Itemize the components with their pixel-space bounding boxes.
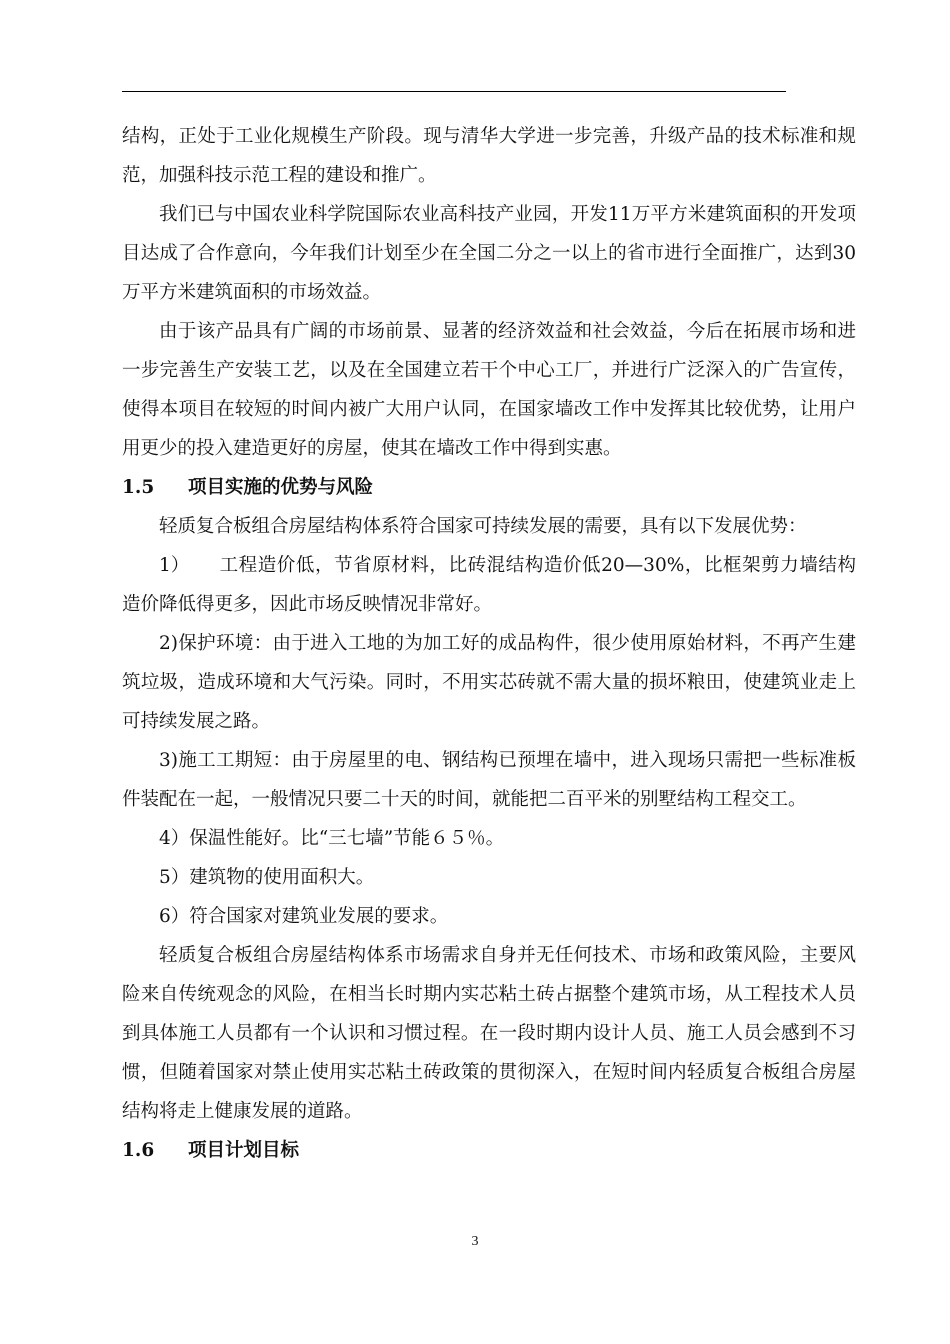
paragraph-continuation: 结构，正处于工业化规模生产阶段。现与清华大学进一步完善，升级产品的技术标准和规范，加强科技示范工程的建设和推广。	[122, 126, 856, 186]
section-number: 1.6	[122, 1140, 155, 1161]
list-item-schedule: 3)施工工期短：由于房屋里的电、钢结构已预埋在墙中，进入现场只需把一些标准板件装配在一起，一般情况只要二十天的时间，就能把二百平米的别墅结构工程交工。	[122, 750, 856, 810]
header-rule	[122, 91, 786, 92]
section-number: 1.5	[122, 477, 155, 498]
section-heading-1-5	[122, 468, 856, 507]
paragraph-advantages-intro: 轻质复合板组合房屋结构体系符合国家可持续发展的需要，具有以下发展优势：	[159, 516, 807, 537]
document-body	[122, 117, 856, 1170]
paragraph-cooperation: 我们已与中国农业科学院国际农业高科技产业园，开发11万平方米建筑面积的开发项目达成了合作意向，今年我们计划至少在全国二分之一以上的省市进行全面推广，达到30万平方米建筑面积的市场效益。	[122, 204, 856, 303]
list-item-usable-area: 5）建筑物的使用面积大。	[159, 867, 375, 888]
paragraph-market-prospect: 由于该产品具有广阔的市场前景、显著的经济效益和社会效益，今后在拓展市场和进一步完善生产安装工艺，以及在全国建立若干个中心工厂，并进行广泛深入的广告宣传，使得本项目在较短的时间内被广大用户认同，在国家墙改工作中发挥其比较优势，让用户用更少的投入建造更好的房屋，使其在墙改工作中得到实惠。	[122, 321, 856, 459]
list-item-environment: 2)保护环境：由于进入工地的为加工好的成品构件，很少使用原始材料，不再产生建筑垃圾，造成环境和大气污染。同时，不用实芯砖就不需大量的损坏粮田，使建筑业走上可持续发展之路。	[122, 633, 856, 732]
section-title: 项目实施的优势与风险	[188, 477, 374, 498]
list-item-policy: 6）符合国家对建筑业发展的要求。	[159, 906, 449, 927]
list-item-insulation: 4）保温性能好。比“三七墙”节能６５％。	[159, 828, 505, 849]
section-title: 项目计划目标	[188, 1140, 300, 1161]
list-item-number: 1）	[159, 555, 190, 576]
page-number: 3	[471, 1234, 479, 1249]
list-item-text: 工程造价低，节省原材料，比砖混结构造价低20—30%，比框架剪力墙结构造价降低得更多，因此市场反映情况非常好。	[122, 555, 856, 615]
list-item-cost	[122, 546, 856, 624]
paragraph-risks: 轻质复合板组合房屋结构体系市场需求自身并无任何技术、市场和政策风险，主要风险来自传统观念的风险，在相当长时期内实芯粘土砖占据整个建筑市场，从工程技术人员到具体施工人员都有一个认识和习惯过程。在一段时期内设计人员、施工人员会感到不习惯，但随着国家对禁止使用实芯粘土砖政策的贯彻深入，在短时间内轻质复合板组合房屋结构将走上健康发展的道路。	[122, 945, 856, 1122]
section-heading-1-6	[122, 1131, 856, 1170]
